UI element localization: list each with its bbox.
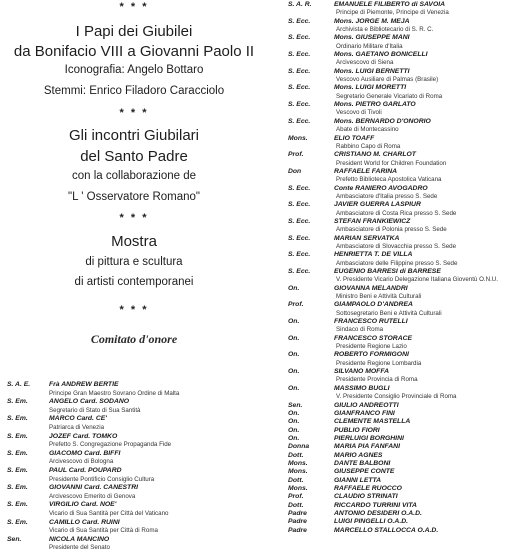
list-item [287,185,516,193]
member-name: PAUL Card. POUPARD [49,466,122,474]
member-name: CLEMENTE MASTELLA [334,418,411,426]
honorific: On. [288,418,300,426]
list-item [287,51,516,59]
mostra-heading: Mostra [111,233,157,250]
honorific: S. Ecc. [288,101,311,109]
member-name: RAFFAELE FARINA [334,167,398,175]
member-name: HENRIETTA T. DE VILLA [334,251,413,259]
member-name: LUIGI PINGELLI O.A.D. [334,518,409,526]
title-line-2: da Bonifacio VIII a Giovanni Paolo II [13,43,255,60]
list-item [287,101,516,109]
title-line-1: I Papi dei Giubilei [75,23,193,40]
member-role: Ambasciatore d'Italia presso S. Sede [336,192,438,200]
member-name: JOZEF Card. TOMKO [49,432,118,440]
member-name: ROBERTO FORMIGONI [334,351,409,359]
member-name: Mons. GIUSEPPE MANI [334,34,410,42]
stars-divider: * * * [119,304,149,316]
list-item [287,135,516,143]
list-item [287,18,516,26]
member-name: MASSIMO BUGLI [334,384,390,392]
member-role: Patriarca di Venezia [49,423,105,431]
honorific: Padre [288,518,307,526]
member-role: Sottosegretario Beni e Attività Culturali [336,309,442,317]
member-role: President World for Children Foundation [336,159,447,167]
member-role: Presidente Regione Lazio [336,343,407,351]
mostra-sub-1: di pittura e scultura [85,256,183,268]
list-item [287,335,516,343]
member-role: Ambasciatore di Polonia presso S. Sede [336,226,447,234]
member-name: GIUSEPPE CONTE [334,468,395,476]
honor-committee-list-right [287,1,516,535]
list-item [287,385,516,393]
honorific: S. Ecc. [288,268,311,275]
member-name: Mons. GAETANO BONICELLI [334,51,428,59]
honorific: Sen. [288,401,303,409]
member-role: Arcivescovo Emerito di Genova [49,492,136,500]
honorific: S. Em. [7,398,28,406]
honorific: On. [288,426,300,434]
member-role: V. Presidente Consiglio Provinciale di Roma [336,393,457,401]
honorific: S. Ecc. [288,17,311,25]
honorific: S. Ecc. [288,51,311,59]
list-item [6,450,268,459]
list-item [287,443,516,451]
member-name: GIOVANNA MELANDRI [334,284,408,292]
member-role: Vescovo Ausiliare di Palmas (Brasile) [336,76,439,84]
member-name: Mons. PIETRO GARLATO [334,101,416,109]
member-role: Ministro Beni e Attività Culturali [336,293,422,301]
list-item [287,460,516,468]
honorific: S. Em. [7,432,28,440]
member-role: Prefetto Biblioteca Apostolica Vaticana [336,176,442,184]
member-name: EMANUELE FILIBERTO di SAVOIA [334,1,446,8]
honorific: S. Em. [7,415,28,423]
member-name: ANTONIO DESIDERI O.A.D. [334,509,422,517]
member-name: GIANFRANCO FINI [334,409,395,417]
member-role: Sindaco di Roma [336,326,384,334]
honorific: S. Ecc. [288,184,311,192]
list-item [287,493,516,501]
member-role: Presidente Pontificio Consiglio Cultura [49,475,155,483]
honorific: Dott. [288,501,304,509]
list-item [287,427,516,435]
honorific: S. Em. [7,466,28,474]
member-role: Principe di Piemonte, Principe di Venezia [336,9,449,17]
list-item [6,381,268,390]
honorific: On. [288,284,300,292]
member-name: GIAMPAOLO D'ANDREA [334,301,413,309]
list-item [6,398,268,407]
comitato-heading: Comitato d'onore [90,332,178,346]
credit-iconografia: Iconografia: Angelo Bottaro [64,64,204,76]
list-item [287,410,516,418]
list-item [287,477,516,485]
honorific: Mons. [288,459,308,467]
member-name: FRANCESCO STORACE [334,334,413,342]
honorific: Donna [288,443,310,451]
list-item [287,285,516,293]
member-name: MARIAN SERVATKA [334,234,400,242]
member-role: Vicario di Sua Santità per Città di Roma [49,527,158,535]
list-item [287,402,516,410]
honorific: Dott. [288,451,304,459]
list-item [287,368,516,376]
honorific: Sen. [7,535,22,543]
list-item [287,251,516,259]
member-name: VIRGILIO Card. NOE' [49,501,117,509]
member-role: Principe Gran Maestro Sovrano Ordine di Malta [49,389,180,397]
honorific: S. Ecc. [288,251,311,259]
member-name: NICOLA MANCINO [49,535,110,543]
list-item [287,84,516,92]
honorific: S. Em. [7,518,28,526]
honorific: S. Ecc. [288,217,311,225]
honorific: Padre [288,526,307,534]
honorific: Prof. [288,493,304,501]
list-item [287,510,516,518]
member-name: MARCO Card. CE' [49,415,107,423]
list-item [287,318,516,326]
list-item [287,502,516,510]
honorific: S. Em. [7,501,28,509]
member-name: MARIA PIA FANFANI [334,443,400,451]
list-item [287,268,516,276]
member-role: V. Presidente Vicario Delegazione Italiana Gioventù O.N.U. [336,276,498,284]
honorific: S. Em. [7,484,28,492]
honorific: On. [288,351,300,359]
member-name: CLAUDIO STRINATI [334,493,398,501]
member-role: Segretario Generale Vicariato di Roma [336,92,443,100]
member-role: Ambasciatore di Costa Rica presso S. Sede [336,209,457,217]
honorific: S. Em. [7,449,28,457]
honor-committee-list-left [6,381,268,553]
list-item [287,468,516,476]
member-name: MARIO AGNES [334,451,383,459]
list-item [6,519,268,528]
list-item [6,536,268,545]
honorific: On. [288,434,300,442]
member-role: Presidente del Senato [49,544,110,552]
honorific: Dott. [288,476,304,484]
list-item [287,518,516,526]
member-role: Vicario di Sua Santità per Città del Vaticano [49,509,169,517]
list-item [287,452,516,460]
honorific: Prof. [288,151,304,159]
member-name: GIOVANNI Card. CANESTRI [49,484,138,492]
list-item [287,218,516,226]
honorific: Mons. [288,484,308,492]
member-role: Arcivescovo di Bologna [49,458,114,466]
honorific: Mons. [288,134,308,142]
list-item [287,301,516,309]
member-role: Ambasciatore di Slovacchia presso S. Sede [336,242,457,250]
member-name: CAMILLO Card. RUINI [49,518,120,526]
list-item [287,34,516,42]
member-name: STEFAN FRANKIEWICZ [334,217,411,225]
honorific: On. [288,409,300,417]
honorific: S. A. E. [7,381,31,388]
list-item [287,351,516,359]
honorific: On. [288,318,300,326]
credit-stemmi: Stemmi: Enrico Filadoro Caracciolo [43,85,225,97]
stars-divider: * * * [119,1,149,13]
list-item [287,118,516,126]
member-name: ELIO TOAFF [334,134,375,142]
member-name: RICCARDO TURRINI VITA [334,501,417,509]
list-item [6,415,268,424]
honorific: S. Ecc. [288,34,311,42]
member-name: Mons. JORGE M. MEJA [334,17,410,25]
collab-line-1: con la collaborazione de [71,170,197,182]
member-role: Archivista e Bibliotecario di S. R. C. [336,26,434,34]
member-name: JAVIER GUERRA LASPIUR [334,201,421,209]
member-name: GIACOMO Card. BIFFI [49,449,121,457]
member-name: PIERLUIGI BORGHINI [334,434,404,442]
honorific: Padre [288,509,307,517]
stars-divider: * * * [119,212,149,224]
collab-line-2: "L ' Osservatore Romano" [67,191,200,203]
list-item [6,433,268,442]
list-item [287,485,516,493]
honorific: S. Ecc. [288,67,311,75]
member-role: Presidente Regione Lombardia [336,359,422,367]
member-name: MARCELLO STALLOCCA O.A.D. [334,526,439,534]
member-role: Arcivescovo di Siena [336,59,394,67]
incontri-line-1: Gli incontri Giubilari [68,127,200,144]
honorific: Mons. [288,468,308,476]
member-role: Vescovo di Tivoli [336,109,382,117]
list-item [287,68,516,76]
honorific: On. [288,384,300,392]
mostra-sub-2: di artisti contemporanei [74,276,194,288]
list-item [287,201,516,209]
honorific: S. Ecc. [288,234,311,242]
member-role: Ordinario Militare d'Italia [336,42,403,50]
member-name: GIULIO ANDREOTTI [334,401,399,409]
list-item [287,151,516,159]
incontri-line-2: del Santo Padre [80,148,188,165]
member-role: Presidente Provincia di Roma [336,376,418,384]
list-item [287,1,516,9]
member-name: Mons. LUIGI MORETTI [334,84,407,92]
member-name: Frà ANDREW BERTIE [49,381,119,388]
member-name: RAFFAELE RUOCCO [334,484,402,492]
stars-divider: * * * [119,107,149,119]
list-item [6,484,268,493]
list-item [287,435,516,443]
member-name: GIANNI LETTA [334,476,382,484]
member-name: FRANCESCO RUTELLI [334,318,408,326]
honorific: On. [288,334,300,342]
member-name: DANTE BALBONI [334,459,391,467]
list-item [287,168,516,176]
member-name: Mons. BERNARDO D'ONORIO [334,117,431,125]
member-role: Prefetto S. Congregazione Propaganda Fide [49,441,172,449]
member-role: Abate di Montecassino [336,126,399,134]
member-name: ANGELO Card. SODANO [49,398,130,406]
member-role: Ambasciatore delle Filippine presso S. Sede [336,259,458,267]
honorific: S. Ecc. [288,117,311,125]
list-item [6,501,268,510]
honorific: S. A. R. [288,1,312,8]
honorific: S. Ecc. [288,84,311,92]
member-name: SILVANO MOFFA [334,368,390,376]
member-name: EUGENIO BARRESI di BARRESE [334,268,441,275]
member-name: PUBLIO FIORI [334,426,380,434]
list-item [287,527,516,535]
honorific: Don [288,167,302,175]
member-name: Conte RANIERO AVOGADRO [334,184,428,192]
honorific: S. Ecc. [288,201,311,209]
list-item [287,235,516,243]
member-role: Segretario di Stato di Sua Santità [49,406,141,414]
member-role: Rabbino Capo di Roma [336,142,401,150]
list-item [6,467,268,476]
honorific: Prof. [288,301,304,309]
member-name: Mons. LUIGI BERNETTI [334,67,410,75]
member-name: CRISTIANO M. CHARLOT [334,151,416,159]
list-item [287,418,516,426]
honorific: On. [288,368,300,376]
